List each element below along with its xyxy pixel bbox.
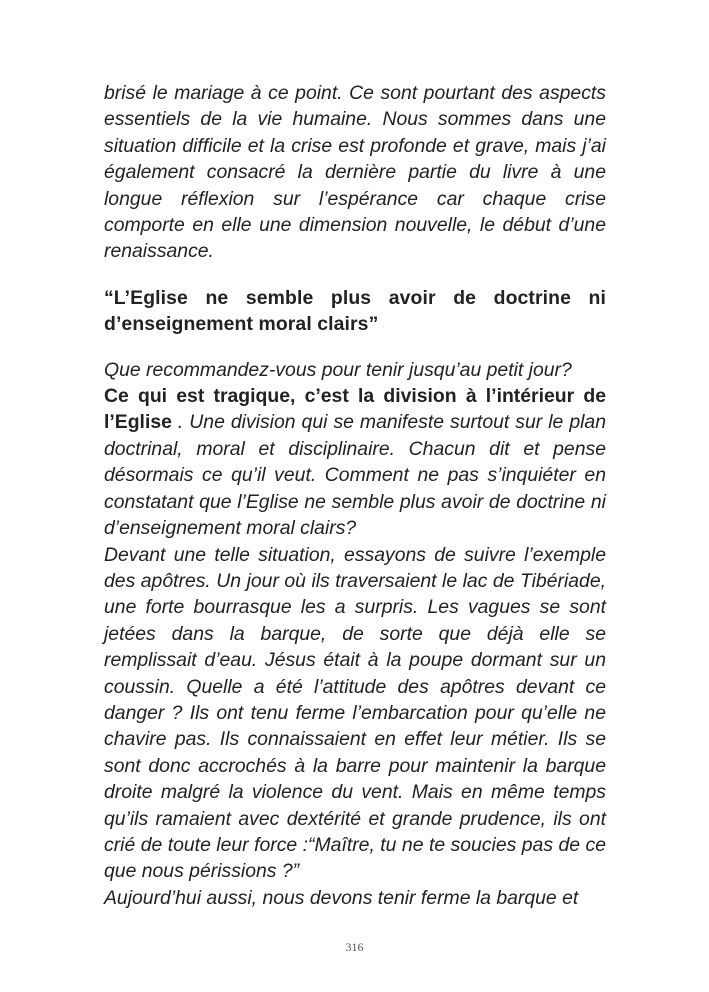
interview-answer	[104, 383, 606, 541]
body-paragraph-apostles: Devant une telle situation, essayons de suivre l’exemple des apôtres. Un jour où ils traversaient le lac de Tibériade, une forte bourrasque les a surpris. Les vagues se sont jetées dans la barque, de sorte que déjà elle se remplissait d’eau. Jésus était à la poupe dormant sur un coussin. Quelle a été l’attitude des apôtres devant ce danger ? Ils ont tenu ferme l’embarcation pour qu’elle ne chavire pas. Ils connaissaient en effet leur métier. Ils se sont donc accrochés à la barre pour maintenir la barque droite malgré la violence du vent. Mais en même temps qu’ils ramaient avec dextérité et grande prudence, ils ont crié de toute leur force :“Maître, tu ne te soucies pas de ce que nous périssions ?”	[104, 543, 606, 883]
body-paragraph: brisé le mariage à ce point. Ce sont pourtant des aspects essentiels de la vie humaine. Nous sommes dans une situation difficile et la crise est profonde et grave, mais j’ai également consacré la dernière partie du livre à une longue réflexion sur l’espérance car chaque crise comporte en elle une dimension nouvelle, le début d’une renaissance.	[104, 82, 606, 263]
body-paragraph-last: Aujourd’hui aussi, nous devons tenir ferme la barque et	[104, 886, 579, 909]
answer-bold-lead: Ce qui est tragique, c’est la division à l’intérieur de l’Eglise	[104, 385, 606, 434]
interview-question: Que recommandez-vous pour tenir jusqu’au petit jour?	[104, 358, 572, 381]
section-heading: “L’Eglise ne semble plus avoir de doctrine ni d’enseignement moral clairs”	[104, 286, 606, 336]
page-number: 316	[345, 940, 364, 954]
answer-text: . Une division qui se manifeste surtout sur le plan doctrinal, moral et disciplinaire. Chacun dit et pense désormais ce qu’il veut. Comment ne pas s’inquiéter en constatant que l’Eglise ne semble plus avoir de doctrine ni d’enseignement moral clairs?	[104, 411, 606, 540]
page-body	[104, 80, 606, 911]
